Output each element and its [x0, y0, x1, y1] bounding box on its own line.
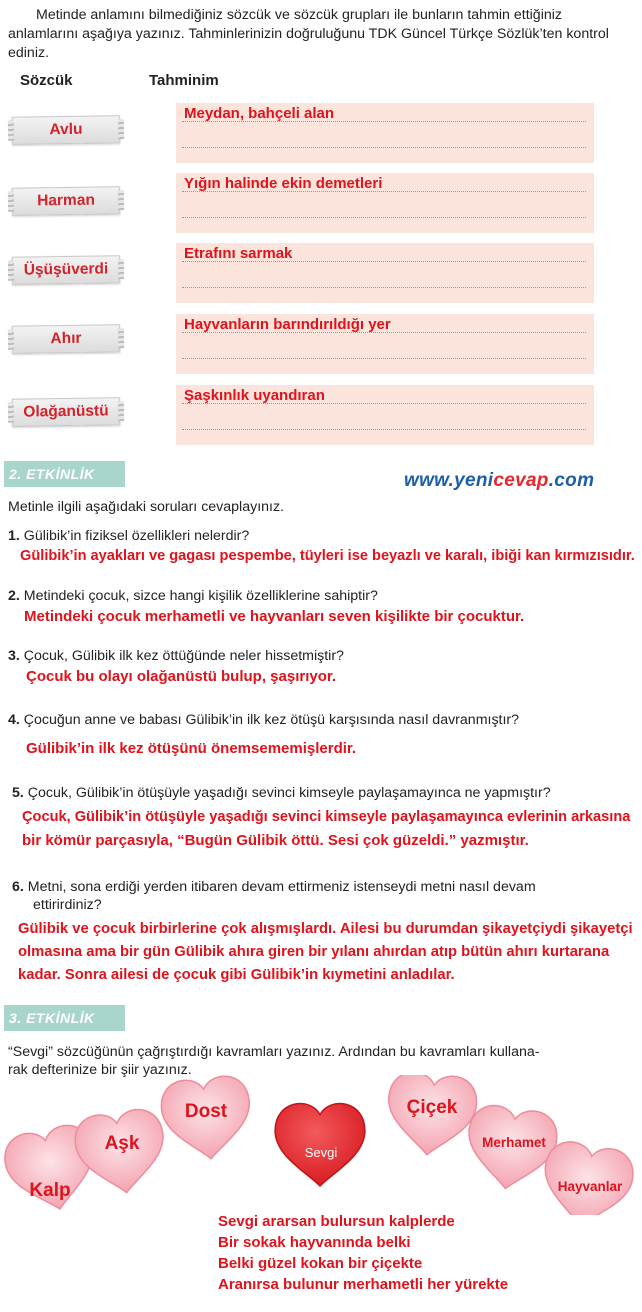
- word-tag-avlu: Avlu: [12, 115, 120, 145]
- question-text: Metindeki çocuk, sizce hangi kişilik özelliklerine sahiptir?: [23, 588, 378, 604]
- question-number: 5.: [12, 785, 24, 801]
- answer-4: Gülibik’in ilk kez ötüşünü önemsememişlerdir.: [26, 740, 357, 757]
- heart-label-hayvanlar: Hayvanlar: [557, 1179, 623, 1194]
- question-number: 4.: [8, 712, 20, 728]
- answer-3: Çocuk bu olayı olağanüstü bulup, şaşırıyor.: [26, 668, 337, 685]
- heart-label-ask: Aşk: [104, 1133, 140, 1154]
- question-5: [12, 785, 551, 801]
- question-text: Gülibik’in fiziksel özellikleri nelerdir?: [23, 528, 250, 544]
- heart-label-dost: Dost: [184, 1101, 228, 1122]
- guess-text: Etrafını sarmak: [184, 245, 293, 262]
- answer-1: Gülibik’in ayakları ve gagası pespembe, tüyleri ise beyazlı ve karalı, ibiği kan kırmızısıdır.: [20, 548, 635, 564]
- question-text: Çocuk, Gülibik’in ötüşüyle yaşadığı sevinci kimseyle paylaşamayınca ne yapmıştır?: [27, 785, 551, 801]
- heart-label-cicek: Çiçek: [406, 1097, 458, 1118]
- question-number: 1.: [8, 528, 20, 544]
- poem-line: Aranırsa bulunur merhametli her yürekte: [218, 1276, 509, 1293]
- question-2: [8, 588, 378, 604]
- etkinlik-2-badge: 2. ETKİNLİK: [4, 461, 125, 487]
- etkinlik-3-instruction-line-2: rak defterinize bir şiir yazınız.: [8, 1062, 192, 1078]
- question-3: [8, 648, 344, 664]
- answer-6-line-2: olmasına ama bir gün Gülibik ahıra giren bir yılanı ahırdan atıp bütün ahırı kurtarana: [18, 944, 610, 960]
- guess-text: Meydan, bahçeli alan: [184, 105, 335, 122]
- answer-6-line-3: kadar. Sonra ailesi de çocuk gibi Gülibik’in kıymetini anladılar.: [18, 967, 455, 983]
- guess-box: [176, 173, 594, 233]
- guess-text: Hayvanların barındırıldığı yer: [184, 316, 391, 333]
- question-6: [12, 879, 536, 895]
- guess-box: [176, 103, 594, 163]
- question-number: 2.: [8, 588, 20, 604]
- word-tag-usuverdi: Üşüşüverdi: [12, 255, 120, 285]
- etkinlik-2-instruction: Metinle ilgili aşağıdaki soruları cevaplayınız.: [8, 499, 284, 515]
- question-number: 3.: [8, 648, 20, 664]
- etkinlik-3-badge: 3. ETKİNLİK: [4, 1005, 125, 1031]
- answer-2: Metindeki çocuk merhametli ve hayvanları seven kişilikte bir çocuktur.: [24, 608, 525, 625]
- guess-box: [176, 314, 594, 374]
- site-logo: [404, 470, 594, 492]
- heart-label-kalp: Kalp: [29, 1180, 71, 1201]
- logo-part-3: .com: [548, 470, 595, 491]
- word-tag-ahir: Ahır: [12, 324, 120, 354]
- question-text: Metni, sona erdiği yerden itibaren devam ettirmeniz istenseydi metni nasıl devam: [27, 879, 536, 895]
- guess-text: Yığın halinde ekin demetleri: [184, 175, 383, 192]
- word-tag-harman: Harman: [12, 186, 120, 216]
- question-6-continuation: ettirirdiniz?: [33, 897, 102, 913]
- column-header-guess: Tahminim: [149, 72, 219, 89]
- poem: [218, 1211, 508, 1295]
- intro-paragraph: Metinde anlamını bilmediğiniz sözcük ve sözcük grupları ile bunların tahmin ettiğiniz anlamlarını aşağıya yazınız. Tahminlerinizin doğruluğunu TDK Güncel Türkçe Sözlük’ten kontrol ediniz.: [8, 7, 609, 61]
- answer-5-line-1: Çocuk, Gülibik’in ötüşüyle yaşadığı sevinci kimseyle paylaşamayınca evlerinin arkasına: [22, 809, 631, 825]
- guess-box: [176, 243, 594, 303]
- answer-5-line-2: bir kömür parçasıyla, “Bugün Gülibik öttü. Sesi çok güzeldi.” yazmıştır.: [22, 832, 529, 849]
- question-number: 6.: [12, 879, 24, 895]
- poem-line: Sevgi ararsan bulursun kalplerde: [218, 1213, 455, 1230]
- guess-text: Şaşkınlık uyandıran: [184, 387, 325, 404]
- etkinlik-3-instruction: “Sevgi” sözcüğünün çağrıştırdığı kavramları yazınız. Ardından bu kavramları kullana-: [8, 1044, 540, 1060]
- heart-label-sevgi: Sevgi: [304, 1145, 338, 1160]
- logo-part-1: www.yeni: [404, 470, 494, 491]
- column-header-word: Sözcük: [20, 72, 73, 89]
- question-1: [8, 528, 249, 544]
- heart-label-merhamet: Merhamet: [482, 1135, 546, 1150]
- poem-line: Bir sokak hayvanında belki: [218, 1234, 411, 1251]
- question-text: Çocuğun anne ve babası Gülibik’in ilk kez ötüşü karşısında nasıl davranmıştır?: [23, 712, 520, 728]
- guess-box: [176, 385, 594, 445]
- logo-part-2: cevap: [493, 470, 549, 491]
- word-tag-olaganustu: Olağanüstü: [12, 397, 120, 427]
- answer-6-line-1: Gülibik ve çocuk birbirlerine çok alışmışlardı. Ailesi bu durumdan şikayetçiydi şikayetçi: [18, 921, 633, 937]
- question-4: [8, 712, 519, 728]
- question-text: Çocuk, Gülibik ilk kez öttüğünde neler hissetmiştir?: [23, 648, 344, 664]
- poem-line: Belki güzel kokan bir çiçekte: [218, 1255, 423, 1272]
